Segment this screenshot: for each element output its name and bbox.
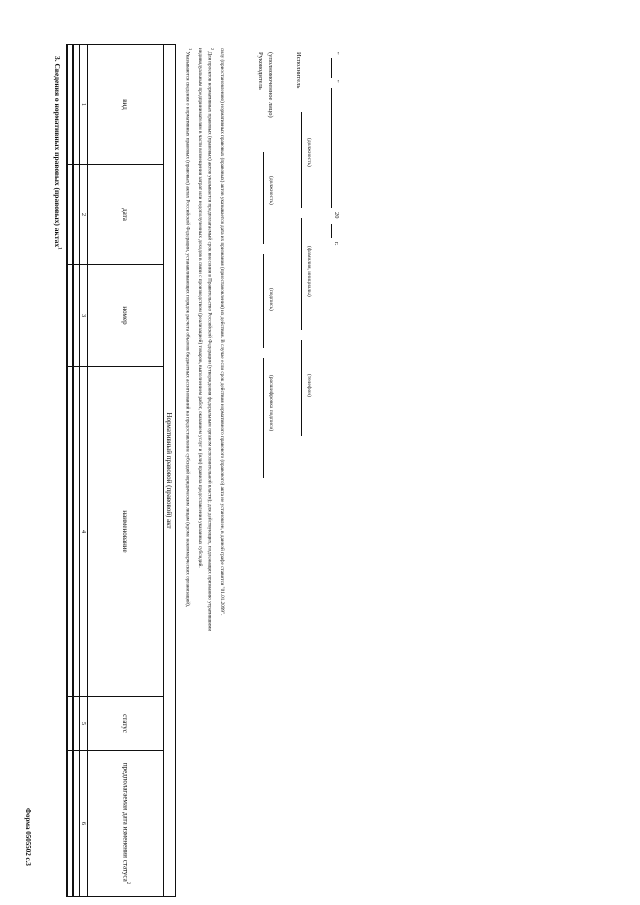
table-cell [68, 751, 74, 897]
executor-phone-line [301, 340, 302, 436]
column-header-status-change-date [88, 751, 164, 897]
footnote-1-line-1 [183, 48, 193, 808]
section-title-text: 3. Сведения о нормативных правовых (правовых) актах [53, 56, 62, 248]
table-row [68, 45, 74, 897]
table-row [74, 45, 80, 897]
column-number: 1 [80, 45, 88, 165]
head-decode-caption: (расшифровка подписи) [268, 375, 274, 432]
footnote-ref-2: 2 [124, 881, 130, 885]
head-decode-line [263, 358, 264, 478]
footnote-ref-1: 1 [56, 247, 62, 250]
footnote-1-line-2 [196, 48, 203, 808]
column-number: 2 [80, 165, 88, 265]
table-cell [74, 697, 80, 751]
head-signature-caption: (подпись) [268, 288, 274, 311]
column-number: 5 [80, 697, 88, 751]
form-code: Форма 0505502 с.3 [24, 808, 32, 866]
table-cell [68, 367, 74, 697]
column-number: 4 [80, 367, 88, 697]
table-group-header: Нормативный правовой (правовой) акт [164, 45, 176, 897]
column-header-name: наименование [88, 367, 164, 697]
footnote-2-line-1 [205, 48, 215, 808]
column-header-type: вид [88, 45, 164, 165]
column-number: 3 [80, 265, 88, 367]
footnote-number: 2 [210, 48, 215, 51]
footnote-text: Для проектов нормативных правовых (правовых) актов указывается предполагаемый срок внесения в Правительство Российской Федерации (утверждения федеральным органом исполнительной власти); для действующих, подлежащих признанию утратившими [206, 51, 213, 632]
date-year-prefix: 20 [333, 212, 340, 219]
executor-label: Исполнитель [295, 52, 302, 89]
date-year-line [331, 224, 332, 238]
footnote-text: силу (приостановлению) нормативных правовых (правовых) актов указывается дата их признания (приостановления) их действия. В случае если срок действия нормативного правового (правового) акта не установлен, в данной графе ставится "01.01.2099". [219, 48, 225, 616]
executor-name-line [301, 218, 302, 330]
footnote-2-line-2 [218, 48, 225, 808]
table-cell [74, 367, 80, 697]
column-header-number: номер [88, 265, 164, 367]
column-header-status: статус [88, 697, 164, 751]
footnote-text: индивидуальным предпринимателям в части возмещения затрат или недополученных доходов в связи с производством (реализацией) товаров, выполнением работ, оказанием услуг и (или) правила предоставления указанных субсидий. [197, 48, 203, 568]
table-cell [68, 265, 74, 367]
head-sublabel: (уполномоченное лицо) [267, 52, 274, 118]
date-month-line [331, 88, 332, 208]
table-cell [74, 165, 80, 265]
date-quote-open: " [333, 52, 340, 55]
executor-name-caption: (фамилия, инициалы) [306, 246, 312, 297]
normative-acts-table [67, 44, 177, 897]
table-cell [74, 265, 80, 367]
head-label: Руководитель [257, 52, 264, 90]
head-position-line [263, 152, 264, 244]
section-title [53, 56, 62, 250]
head-signature-line [263, 254, 264, 348]
table-cell [68, 165, 74, 265]
table-cell [68, 45, 74, 165]
table-cell [68, 697, 74, 751]
executor-position-caption: (должность) [306, 138, 312, 167]
footnote-text: Указываются сведения о нормативных правовых (правовых) актах Российской Федерации, устанавливающих порядок расчета объемов бюджетных ассигнований на предоставление субсидий юридическим лицам (кроме некоммерческих организаций), [184, 51, 191, 608]
date-day-line [331, 58, 332, 78]
table-cell [74, 751, 80, 897]
footnote-number: 1 [188, 48, 193, 51]
date-quote-close: " [333, 80, 340, 83]
column-header-status-change-date-text: предполагаемая дата изменения статуса [121, 762, 130, 882]
executor-position-line [301, 112, 302, 208]
head-position-caption: (должность) [268, 176, 274, 205]
column-number: 6 [80, 751, 88, 897]
table-cell [74, 45, 80, 165]
column-header-date: дата [88, 165, 164, 265]
date-suffix: г. [333, 242, 340, 246]
executor-phone-caption: (телефон) [306, 374, 312, 398]
